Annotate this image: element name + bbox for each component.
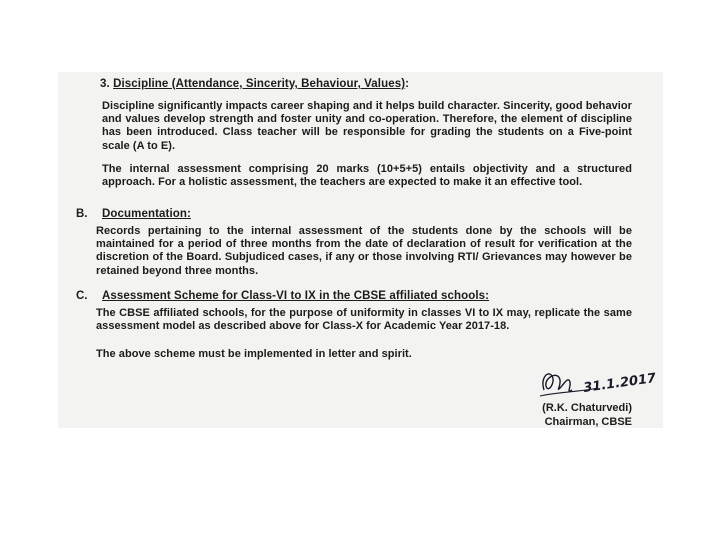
section-3-title: Discipline (Attendance, Sincerity, Behaviour, Values) <box>113 78 406 90</box>
section-b-title: Documentation: <box>102 208 191 220</box>
handwritten-signature <box>538 366 668 404</box>
section-b-label: B. <box>76 208 88 220</box>
section-3-number: 3. <box>100 78 110 90</box>
section-c-title: Assessment Scheme for Class-VI to IX in the CBSE affiliated schools: <box>102 290 490 302</box>
signatory-block <box>542 402 632 429</box>
section-3-paragraph-2: The internal assessment comprising 20 marks (10+5+5) entails objectivity and a structured approach. For a holistic assessment, the teachers are expected to make it an effective tool. <box>102 163 632 189</box>
signatory-name: (R.K. Chaturvedi) <box>542 402 632 414</box>
section-3-paragraph-1: Discipline significantly impacts career shaping and it helps build character. Sincerity, good behavior and values develop strength and foster unity and co-operation. Therefore, the element of discipline has been introduced. Class teacher will be responsible for grading the students on a Five-point scale (A to E). <box>102 100 632 152</box>
section-c-paragraph-2: The above scheme must be implemented in letter and spirit. <box>96 348 412 360</box>
section-3-heading <box>100 78 409 90</box>
signatory-designation: Chairman, CBSE <box>544 415 632 428</box>
section-c-paragraph-1: The CBSE affiliated schools, for the purpose of uniformity in classes VI to IX may, replicate the same assessment model as described above for Class-X for Academic Year 2017-18. <box>96 307 632 333</box>
section-c-label: C. <box>76 290 88 302</box>
signature-date: 31.1.2017 <box>582 370 658 396</box>
section-3-colon: : <box>405 78 410 90</box>
section-b-paragraph: Records pertaining to the internal assessment of the students done by the schools will be maintained for a period of three months from the date of declaration of result for verification at the discretion of the Board. Subjudiced cases, if any or those involving RTI/ Grievances may however be retained beyond three months. <box>96 225 632 277</box>
